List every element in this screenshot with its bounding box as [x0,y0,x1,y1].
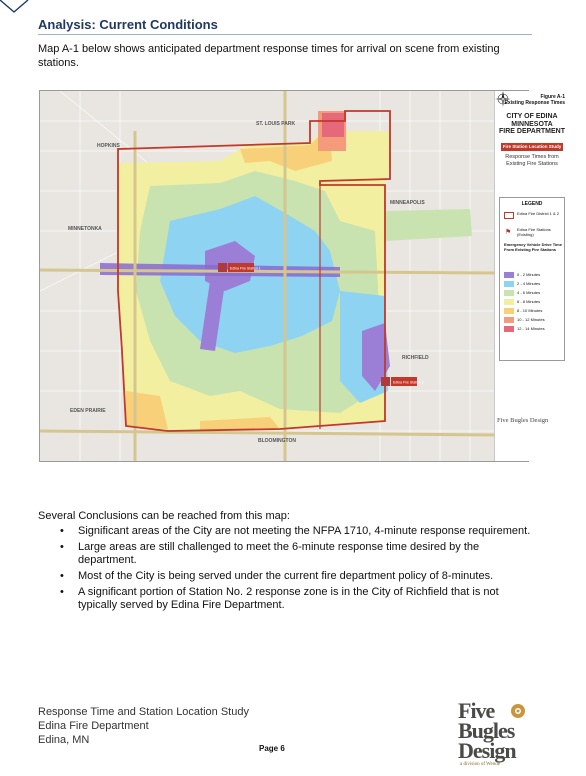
list-item: • A significant portion of Station No. 2 response zone is in the City of Richfield that is not typically served by Edina Fire Department. [60,586,499,611]
list-item: • Significant areas of the City are not meeting the NFPA 1710, 4-minute response requirement. [60,525,531,537]
label-eden-prairie: EDEN PRAIRIE [70,408,106,414]
label-richfield: RICHFIELD [402,355,429,361]
station-1-label: Edina Fire Station 1 [230,266,261,271]
map-legend-panel [494,91,568,461]
legend-box [499,197,565,361]
legend-title: LEGEND [521,201,543,207]
legend-row [504,290,564,297]
label-bloomington: BLOOMINGTON [258,438,296,444]
bullet-icon: • [60,586,64,598]
legend-row [504,308,564,315]
district-legend-label: Edina Fire District 1 & 2 [517,211,560,216]
legend-swatch [504,308,514,314]
bugle-emblem-icon [510,703,526,719]
legend-label: 6 - 8 Minutes [517,299,541,304]
legend-label: 2 - 4 Minutes [517,281,541,286]
bullet-icon: • [60,541,64,553]
page-number: Page 6 [259,744,285,753]
corner-bracket-decoration [0,0,30,14]
legend-label: 12 - 14 Minutes [517,326,545,331]
five-bugles-logo: Five Bugles Design a division of Wende [458,700,538,770]
label-hopkins: HOPKINS [97,143,120,149]
legend-row [504,317,564,324]
footer-study-title: Response Time and Station Location Study [38,706,249,718]
intro-paragraph: Map A-1 below shows anticipated department response times for arrival on scene from existing stations. [38,43,500,69]
label-st-louis-park: ST. LOUIS PARK [256,121,296,127]
section-heading: Analysis: Current Conditions [38,17,218,32]
legend-row [504,281,564,288]
map-canvas [40,91,494,461]
fire-station-icon: ⚑ [505,229,512,236]
conclusions-list [38,525,534,615]
legend-label: 0 - 2 Minutes [517,272,541,277]
legend-swatch [504,290,514,296]
legend-row [504,326,564,333]
drive-time-heading: Emergency Vehicle Drive Time From Existing Fire Stations [504,242,562,252]
legend-row [504,299,564,306]
legend-row [504,272,564,279]
footer-location: Edina, MN [38,734,90,746]
label-minneapolis: MINNEAPOLIS [390,200,425,206]
bullet-icon: • [60,525,64,537]
district-outline-swatch [504,212,514,219]
legend-swatch [504,326,514,332]
legend-swatch [504,281,514,287]
stations-legend-label: Edina Fire Stations (Existing) [517,227,551,237]
bullet-icon: • [60,570,64,582]
list-item: • Large areas are still challenged to meet the 6-minute response time desired by the department. [60,541,480,566]
study-label: Fire Station Location Study [502,144,562,149]
north-arrow-icon [495,91,511,107]
legend-label: 4 - 6 Minutes [517,290,541,295]
list-item: • Most of the City is being served under the current fire department policy of 8-minutes. [60,570,494,582]
conclusions-intro: Several Conclusions can be reached from this map: [38,510,290,522]
figure-caption: Figure A-1 Existing Response Times [504,94,565,106]
footer-department: Edina Fire Department [38,720,149,732]
legend-swatch [504,317,514,323]
map-title: CITY OF EDINA MINNESOTA FIRE DEPARTMENT [499,113,565,135]
legend-swatch [504,299,514,305]
map-logo: Five Bugles Design [497,417,549,424]
legend-label: 8 - 10 Minutes [517,308,543,313]
map-subtitle: Response Times from Existing Fire Stations [505,154,559,167]
response-time-map [39,90,565,462]
legend-label: 10 - 12 Minutes [517,317,545,322]
legend-swatch [504,272,514,278]
label-minnetonka: MINNETONKA [68,226,102,232]
heading-divider [38,34,532,35]
station-2-label: Edina Fire Station 2 [393,380,424,385]
